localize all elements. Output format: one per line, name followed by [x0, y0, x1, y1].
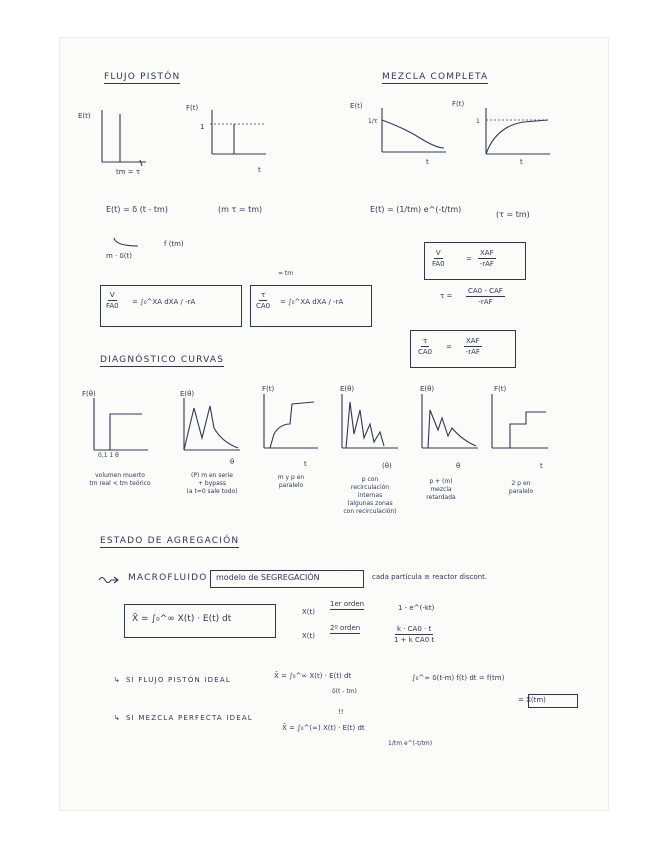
mezcla-box1-rhs: XAF -rAF [479, 249, 494, 268]
diag-5-caption: p + (m) mezcla retardada [426, 478, 456, 501]
mezcla-f-label: F(t) [452, 100, 465, 108]
orden2-frac: $\frac{k \cdot CA0 \cdot t}{\text{1 + k CA0 t}}$ [394, 625, 435, 644]
diag-4-axis: (θ) [382, 462, 392, 470]
piston-design2-lhs: $\frac{\tau}{CA0}$ [256, 291, 271, 310]
piston-case-result: ∫₀^∞ δ(t-m) f(t) dt = f(tm) [412, 674, 505, 682]
mezcla-mid-frac: CA0 - CAF -rAF [468, 287, 503, 306]
diag-2-plot [182, 398, 242, 456]
orden1-label: 1er orden [330, 600, 365, 608]
diag-2-label: E(θ) [180, 390, 195, 398]
diag-1-label: F(θ) [82, 390, 96, 398]
diag-6-axis: t [540, 462, 543, 470]
mezcla-case-eq: X̄ = ∫₀^(∞) X(t) · E(t) dt [282, 724, 365, 732]
diag-3-caption: m y p en paralelo [277, 474, 305, 489]
mezcla-case: SI MEZCLA PERFECTA IDEAL [126, 714, 253, 722]
piston-design-box [100, 285, 242, 327]
piston-design2-eq: = ∫₀^XA dXA / -rA [280, 298, 344, 306]
diag-3-axis: t [304, 460, 307, 468]
piston-case-eq: X̄ = ∫₀^∞ X(t) · E(t) dt [274, 672, 352, 680]
diag-6-plot [490, 394, 550, 454]
diag-6-caption: 2 p en paralelo [508, 480, 534, 495]
mezcla-box1-lhs: $\frac{V}{FA0}$ [432, 249, 445, 268]
bang-mark: !! [338, 708, 344, 716]
piston-f-level: 1 [200, 123, 205, 131]
mezcla-box2-rhs: XAF -rAF [465, 337, 480, 356]
diag-1-plot [92, 398, 152, 456]
piston-f-plot [210, 110, 270, 160]
mezcla-half: 1/τ [368, 118, 378, 125]
mezcla-one: 1 [476, 118, 480, 125]
mezcla-case-sub: 1/tm e^(-t/tm) [388, 740, 433, 747]
heading-diagnostico: DIAGNÓSTICO CURVAS [100, 355, 225, 365]
diag-4-plot [340, 394, 400, 454]
mezcla-eq-note: (τ = tm) [496, 210, 530, 219]
mezcla-e-label: E(t) [350, 102, 363, 110]
piston-t-axis: t [258, 166, 261, 174]
piston-tm-note: = tm [278, 270, 294, 277]
piston-case: SI FLUJO PISTÓN IDEAL [126, 676, 231, 684]
orden2-xt: X(t) [302, 632, 316, 640]
mezcla-mid-lhs: τ = [440, 292, 453, 300]
piston-arrow-left: m · δ(t) [106, 252, 132, 260]
mezcla-f-plot [484, 108, 554, 158]
modelo-label: modelo de SEGREGACIÓN [216, 573, 320, 582]
mezcla-box2-equals: = [446, 343, 452, 351]
xbar-eq: X̄ = ∫₀^∞ X(t) · E(t) dt [132, 614, 232, 624]
diag-1-caption: volumen muerto tm real < tm teórico [89, 472, 151, 487]
diag-3-plot [262, 394, 322, 454]
orden2-label: 2º orden [330, 624, 361, 632]
heading-estado: ESTADO DE AGREGACIÓN [100, 536, 240, 546]
squiggle-arrow-icon [98, 574, 120, 584]
piston-case-delta: δ(t - tm) [332, 688, 357, 695]
mezcla-box1-equals: = [466, 255, 472, 263]
orden1-expr: 1 - e^(-kt) [398, 604, 435, 612]
piston-eq-right: (m τ = tm) [218, 205, 263, 214]
mezcla-case-arrow-icon: ↳ [114, 714, 120, 722]
diag-5-plot [420, 394, 480, 454]
mezcla-t-axis: t [426, 158, 429, 166]
piston-boxed-text: = X(tm) [518, 696, 546, 704]
diag-4-caption: p con recirculación internas (algunas zonas con recirculación) [343, 476, 397, 515]
macrofluido-label: MACROFLUIDO [128, 573, 208, 583]
piston-design-lhs: $\frac{V}{FA0}$ [106, 291, 119, 310]
mezcla-box2-lhs: $\frac{\tau}{CA0}$ [418, 337, 433, 356]
heading-mezcla-completa: MEZCLA COMPLETA [382, 72, 489, 82]
mezcla-eq: E(t) = (1/tm) e^(-t/tm) [370, 205, 462, 214]
piston-arrow [112, 236, 142, 250]
diag-2-axis: θ [230, 458, 235, 466]
diag-4-label: E(θ) [340, 385, 355, 393]
modelo-note: cada partícula ≡ reactor discont. [372, 573, 488, 581]
mezcla-e-plot [380, 108, 450, 158]
piston-case-arrow-icon: ↳ [114, 676, 120, 684]
diag-2-caption: (P) m en serie + bypass (a t=0 sale todo) [186, 472, 238, 495]
piston-eq-left: E(t) = δ (t - tm) [106, 205, 168, 214]
diag-5-label: E(θ) [420, 385, 435, 393]
diag-6-label: F(t) [494, 385, 507, 393]
mezcla-t-axis-2: t [520, 158, 523, 166]
piston-design-eq: = ∫₀^XA dXA / -rA [132, 298, 196, 306]
piston-arrow-right: f (tm) [164, 240, 184, 248]
orden1-xt: X(t) [302, 608, 316, 616]
piston-f-label: F(t) [186, 104, 199, 112]
diag-5-axis: θ [456, 462, 461, 470]
piston-tm-label: tm = τ [116, 168, 141, 176]
diag-1-ticks: 0,1 1 θ [98, 452, 119, 459]
heading-flujo-piston: FLUJO PISTÓN [104, 72, 181, 82]
piston-e-plot [100, 110, 150, 170]
piston-e-label: E(t) [78, 112, 91, 120]
diag-3-label: F(t) [262, 385, 275, 393]
